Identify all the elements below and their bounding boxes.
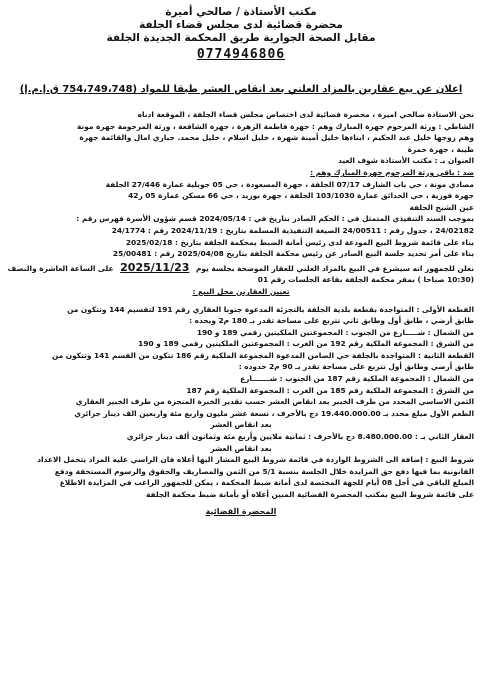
- text-line: طابق أرضي وطابق أول تتربع على مساحة تقدر بـ 90 م2 حدوده :: [238, 362, 474, 372]
- office-address: مقابل الصحة الجوارية طريق المحكمة الجديدة الجلفة: [106, 32, 376, 44]
- text-line: العنوان بـ : مكتب الأستاذة شوف العيد: [338, 156, 474, 166]
- text-line: بعد انقاص العشر: [210, 443, 272, 453]
- session-room: (10:30 صباحا ) بمقر محكمة الجلفة بقاعة الجلسات رقم 01: [257, 275, 474, 285]
- text-line: العقار الثاني بـ : 8.480.000.00 دج بالأحرف : ثمانية ملايين وأربع مئة وثمانون ألف دينار جزائري: [126, 432, 474, 442]
- text-line: القطعة الأولى : المتواجدة بقطعة بلدية الجلفة بالتجزئة المدعوة جنوبا العقاري رقم 191 لتقسيم 144 وتتكون من: [67, 304, 474, 314]
- text-line: المبلغ الباقي في أجل 08 أيام للجهة المختصة لدى أمانة ضبط المحكمة ، يمكن للجمهور الراغب في المزايدة الاطلاع: [59, 478, 474, 488]
- session-text-after: على الساعة العاشرة والنصف: [8, 263, 114, 273]
- text-line: شروط البيع : إضافة الى الشروط الواردة في قائمة شروط البيع المشار اليها أعلاه فان الراسي عليه المزاد يتحمل الاعداد: [37, 455, 474, 465]
- text-line: جهرة فوزية ، حي الحدائق عمارة 103/1030 الجلفة ، جهرة بوزيد ، حي 66 مسكن عمارة 05 ر42: [128, 191, 474, 201]
- text-line: من الشرق : المجموعة الملكية رقم 185 من الغرب : المجموعة الملكية رقم 187: [186, 385, 474, 395]
- sale-session: [8, 262, 474, 298]
- document-title: اعلان عن بيع عقارين بالمزاد العلني بعد انقاص العشر طبقا للمواد (754،749،748 ق.إ.م.إ): [19, 84, 463, 95]
- office-title: محضرة قضائية لدى مجلس قضاء الجلفة: [139, 19, 343, 31]
- text-line: طيبة ، جهرة حمزة: [407, 144, 474, 154]
- session-line: [8, 262, 474, 275]
- text-line: ضد : باقي ورثة المرحوم جهرة المبارك وهم :: [310, 167, 474, 177]
- text-line: وهم زوجها خليل عبد الحكيم ، ابناءها خليل أمينة شهرة ، خليل اسلام ، خليل محمد. جباري امال والقائمة جهرة: [79, 133, 474, 143]
- text-line: من الشرق : المجموعة الملكية رقم 192 من الغرب : المجموعتين الملكيتين رقمي 189 و 190: [138, 339, 474, 349]
- text-line: 24/02182 ، جدول رقم : 24/00511 الصيغة التنفيذية المسلمة بتاريخ : 2024/11/19 رقم : 24/1774: [111, 225, 474, 235]
- office-header: [8, 6, 474, 62]
- text-line: الطعم الأول مبلغ محدد بـ 19.440.000.00 دج بالأحرف ، تسعة عشر مليون واربع مئة واربعين الف دينار جزائري: [74, 408, 474, 418]
- property-heading: تعيين العقارين محل البيع :: [192, 286, 290, 296]
- property-description: [8, 304, 474, 501]
- office-phone: 0774946806: [196, 47, 286, 62]
- text-line: بناء على قائمة شروط البيع المودعة لدى رئيس أمانة الضبط بمحكمة الجلفة بتاريخ : 2025/02/18: [125, 237, 474, 247]
- text-line: القطعة الثانية : المتواجدة بالجلفة حي الضامن المدعوة المجموعة الملكية رقم 186 تتكون من القسم 141 وتتكون من: [51, 350, 474, 360]
- text-line: نحن الاستاذة صالحي اميرة ، محضرة قضائية لدى اختصاص مجلس قضاء الجلفة ، الموقعة ادناه: [137, 110, 474, 119]
- text-line: الثمن الاساسي المحدد من طرف الخبير بعد انقاص العشر حسب تقدير الخبرة المنجزة من طرف الخبير العقاري: [75, 397, 474, 407]
- office-name: مكتب الأستاذة / صالحي أميرة: [165, 6, 317, 18]
- session-text-before: نعلن للجمهور انه سيشرع في البيع بالمزاد العلني للعقار الموضحة بجلسة يوم: [195, 263, 474, 273]
- text-line: بناء على أمر تحديد جلسة البيع الصادر عن رئيس محكمة الجلفة بتاريخ 2025/04/08 رقم : 25/00481: [112, 249, 474, 259]
- text-line: من الشمال : شـــــارع من الجنوب : المجموعتين الملكيتين رقمي 189 و 190: [196, 327, 474, 337]
- text-line: طابق أرضي ، طابق أول وطابق ثاني تتربع على مساحة تقدر بـ 180 م2 ويحده :: [189, 316, 474, 326]
- bailiff-signature: المحضرة القضائية: [205, 506, 277, 516]
- text-line: على قائمة شروط البيع بمكتب المحضرة القضائية المبين أعلاه أو بأمانة ضبط محكمة الجلفة: [146, 490, 474, 499]
- text-line: الشاطي : ورثة المرحوم جهرة المبارك وهم : جهرة فاطمة الزهرة ، جهرة الشافعة ، ورثة المرحومة جهرة مونة: [76, 121, 474, 131]
- text-line: عين الشيخ الجلفة: [409, 202, 474, 212]
- text-line: القانونية بما فيها دفع حق المزايدة خلال الجلسة بنسبة 5/1 من الثمن والمصاريف والحقوق والرسوم المستحقة ودفع: [54, 466, 474, 476]
- text-line: من الشمال : المجموعة الملكية رقم 187 من الجنوب : شـــــــارع: [240, 374, 474, 384]
- text-line: بعد انقاص العشر: [210, 420, 272, 430]
- sale-date: 2025/11/23: [120, 261, 190, 274]
- text-line: بموجب السند التنفيذي المتمثل في : الحكم الصادر بتاريخ في : 2024/05/14 قسم شؤون الأسرة فهرس رقم :: [76, 214, 474, 224]
- text-line: مصادي مونة ، حي باب الشارف 07/17 الجلفة ، جهرة المسعودة ، حي 05 جويلية عمارة 27/446 الجلفة: [105, 179, 474, 189]
- parties-and-references: [8, 109, 474, 260]
